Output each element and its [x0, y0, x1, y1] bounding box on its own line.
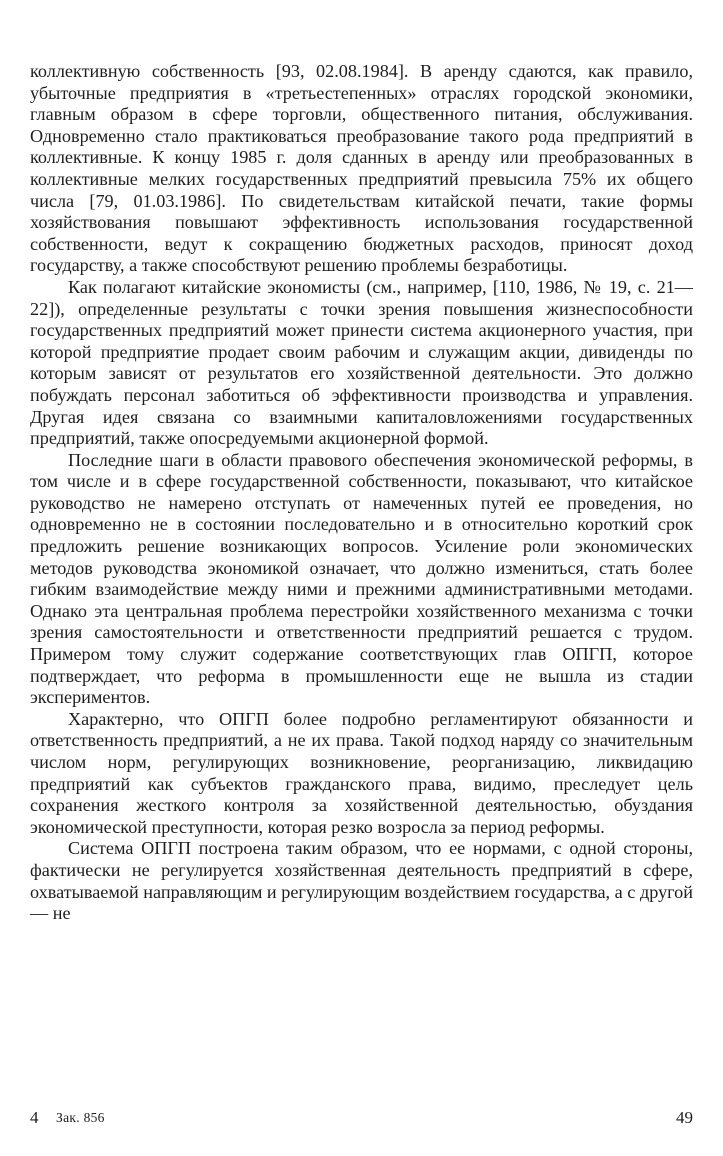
paragraph-3: Последние шаги в области правового обеспечения экономической реформы, в том числе и в сфере государственной собственности, показывают, что китайское руководство не намерено отступать от намеченных путей ее проведения, но одновременно не в состоянии последовательно и в относительно короткий срок предложить решение возникающих вопросов. Усиление роли экономических методов руководства экономикой означает, что должно измениться, стать более гибким взаимодействие между ними и прежними административными методами. Однако эта центральная проблема перестройки хозяйственного механизма с точки зрения самостоятельности и ответственности предприятий решается с трудом. Примером тому служит содержание соответствующих глав ОПГП, которое подтверждает, что реформа в промышленности еще не вышла из стадии экспериментов. — [30, 449, 693, 708]
paragraph-2: Как полагают китайские экономисты (см., например, [110, 1986, № 19, с. 21—22]), определенные результаты с точки зрения повышения жизнеспособности государственных предприятий может принести система акционерного участия, при которой предприятие продает своим рабочим и служащим акции, дивиденды по которым зависят от результатов его хозяйственной деятельности. Это должно побуждать персонал заботиться об эффективности производства и управления. Другая идея связана со взаимными капиталовложениями государственных предприятий, также опосредуемыми акционерной формой. — [30, 276, 693, 449]
paragraph-5: Система ОПГП построена таким образом, что ее нормами, с одной стороны, фактически не регулируется хозяйственная деятельность предприятий в сфере, охватываемой направляющим и регулирующим воздействием государства, а с другой — не — [30, 838, 693, 924]
page-number: 49 — [676, 1108, 693, 1127]
page-body — [30, 61, 693, 925]
paragraph-4: Характерно, что ОПГП более подробно регламентируют обязанности и ответственность предприятий, а не их права. Такой подход наряду со значительным числом норм, регулирующих возникновение, реорганизацию, ликвидацию предприятий как субъектов гражданского права, видимо, преследует цель сохранения жесткого контроля за хозяйственной деятельностью, обуздания экономической преступности, которая резко возросла за период реформы. — [30, 708, 693, 837]
page-footer — [30, 1108, 693, 1130]
paragraph-1: коллективную собственность [93, 02.08.1984]. В аренду сдаются, как правило, убыточные предприятия в «третьестепенных» отраслях городской экономики, главным образом в сфере торговли, общественного питания, обслуживания. Одновременно стало практиковаться преобразование такого рода предприятий в коллективные. К концу 1985 г. доля сданных в аренду или преобразованных в коллективные мелких государственных предприятий превысила 75% их общего числа [79, 01.03.1986]. По свидетельствам китайской печати, такие формы хозяйствования повышают эффективность использования государственной собственности, ведут к сокращению бюджетных расходов, приносят доход государству, а также способствуют решению проблемы безработицы. — [30, 61, 693, 276]
signature-order: Зак. 856 — [56, 1110, 105, 1125]
signature-number: 4 — [30, 1108, 39, 1127]
